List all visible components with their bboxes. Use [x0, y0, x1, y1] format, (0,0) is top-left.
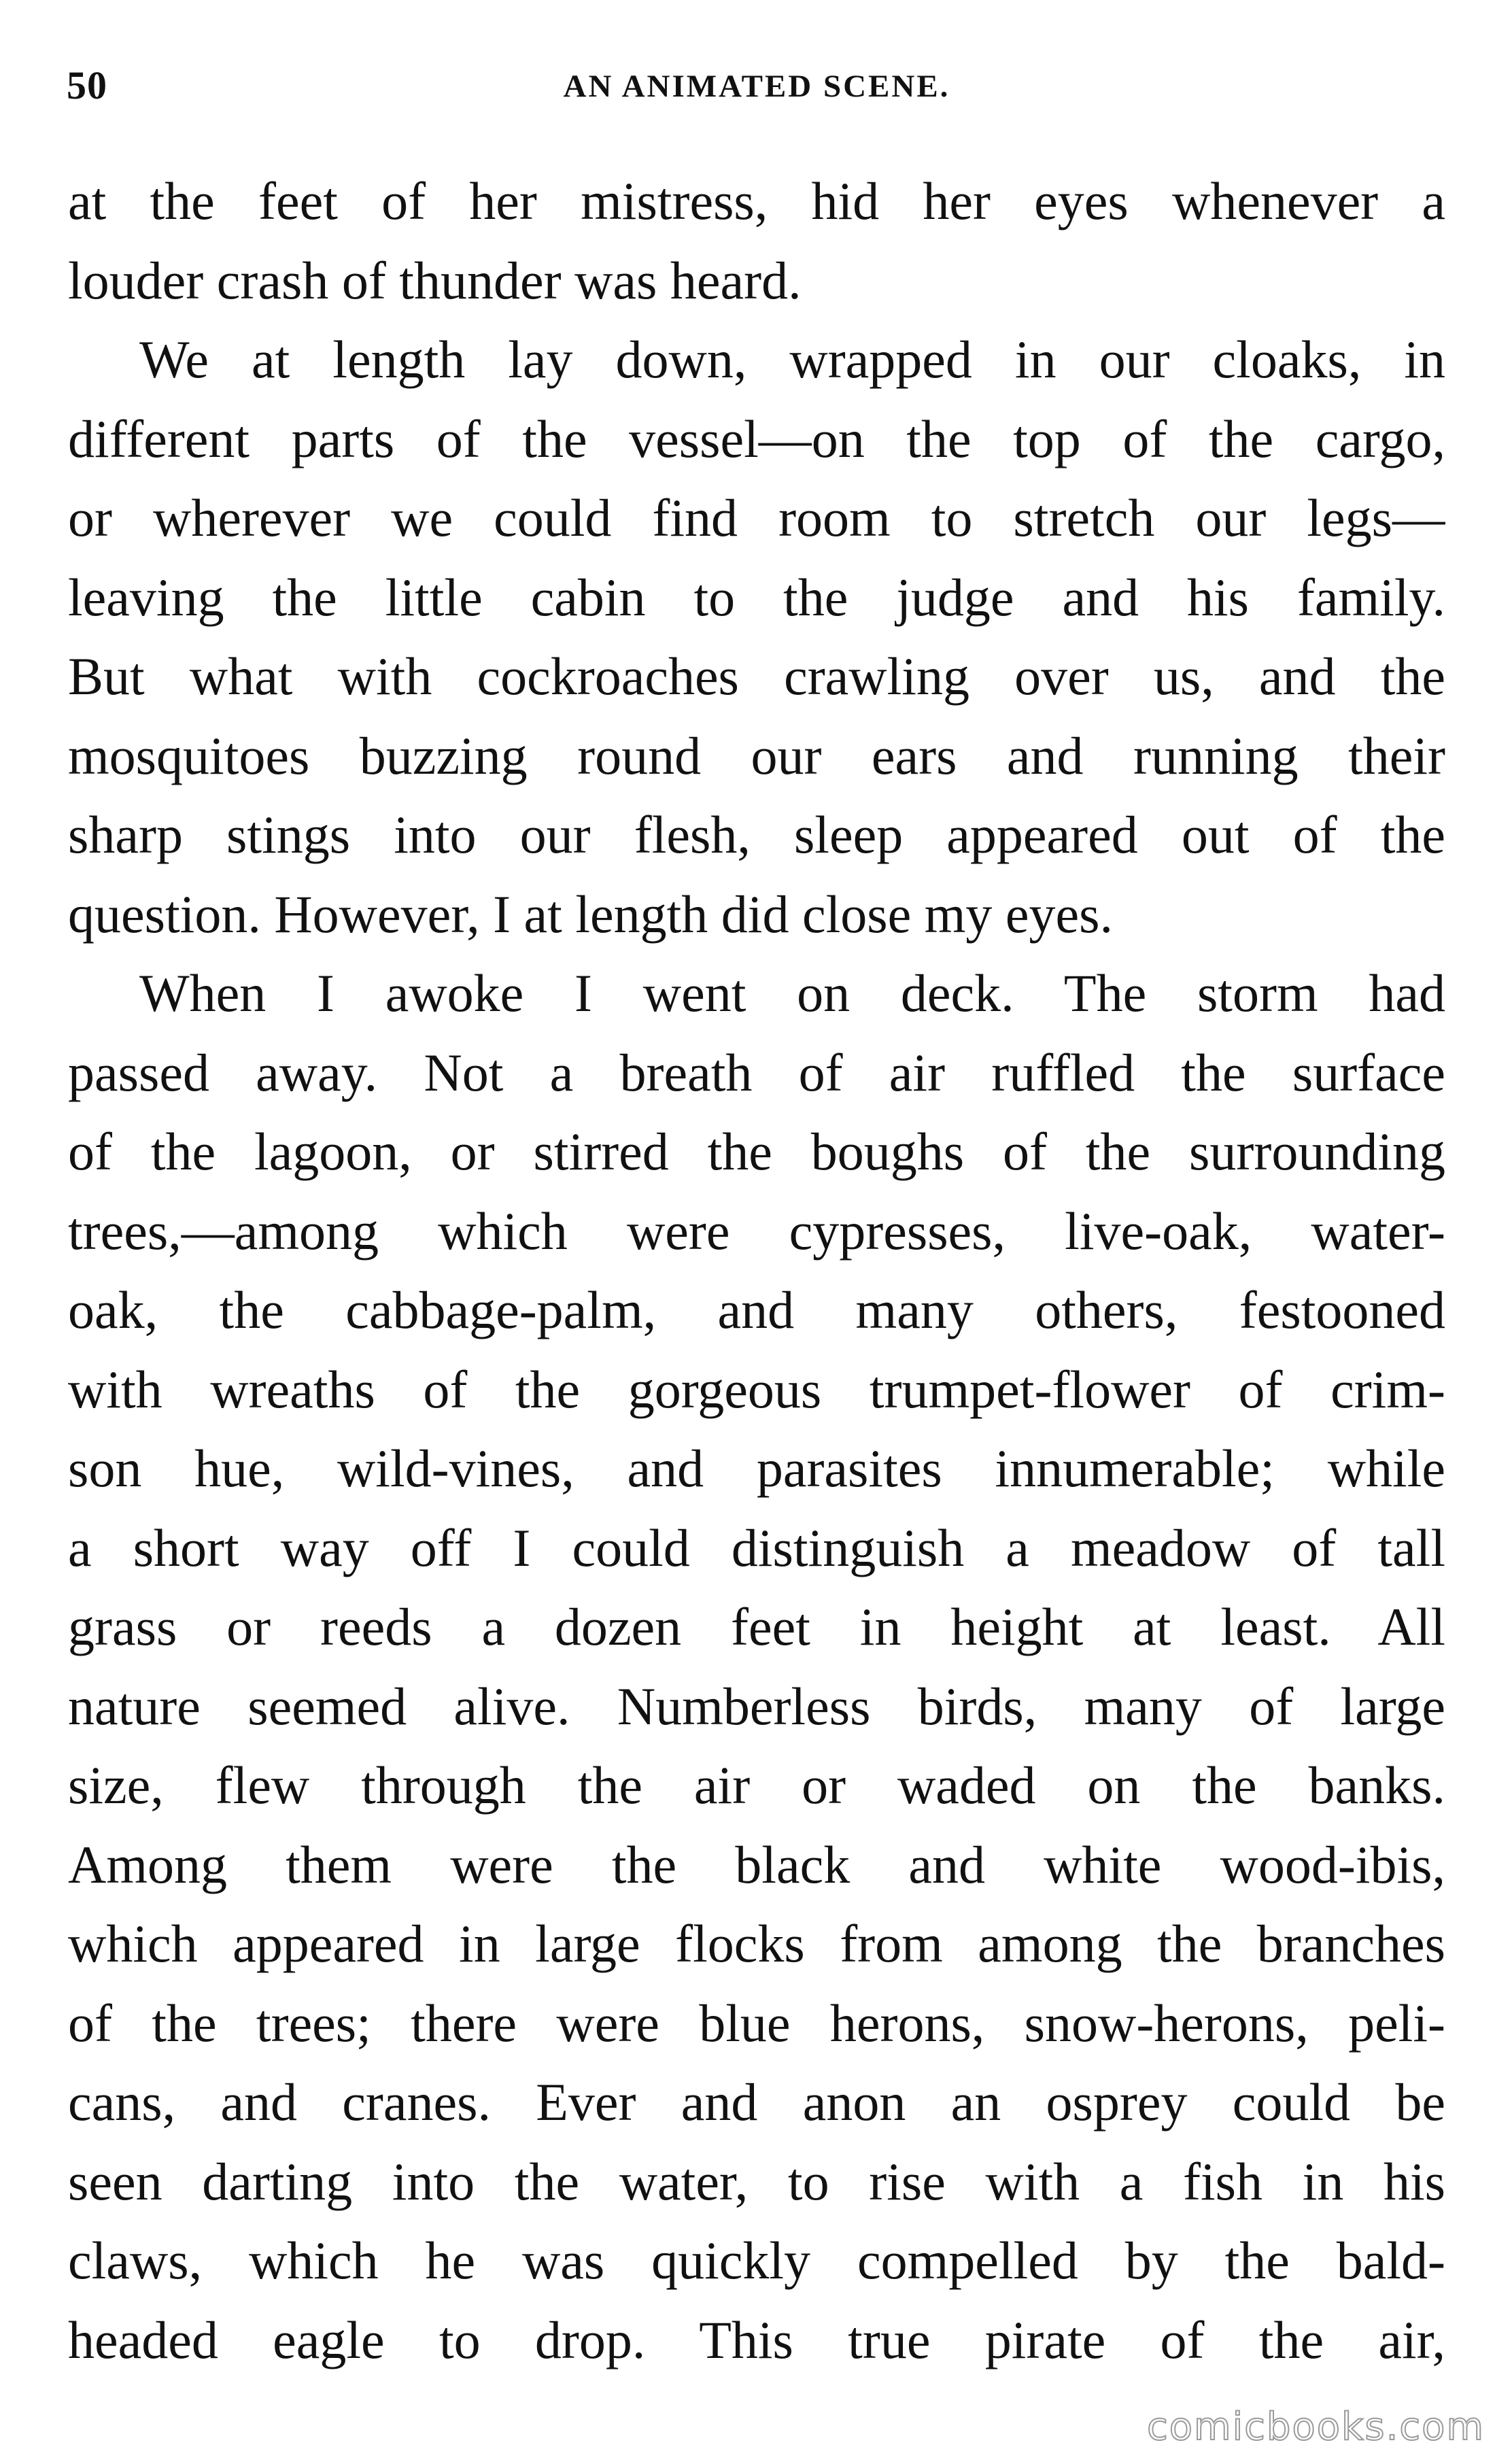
text-line: But what with cockroaches crawling over us, and the [68, 647, 1445, 706]
text-line: different parts of the vessel—on the top of the cargo, [68, 409, 1445, 468]
text-line: leaving the little cabin to the judge and his family. [68, 567, 1445, 627]
text-line: mosquitoes buzzing round our ears and running their [68, 725, 1445, 785]
text-line: question. However, I at length did close my eyes. [68, 884, 1113, 944]
text-line: at the feet of her mistress, hid her eyes whenever a [68, 171, 1445, 230]
text-line: a short way off I could distinguish a meadow of tall [68, 1518, 1445, 1577]
paragraph [68, 162, 1445, 320]
text-line: nature seemed alive. Numberless birds, many of large [68, 1676, 1445, 1736]
text-line: headed eagle to drop. This true pirate of the air, [68, 2310, 1445, 2369]
text-line: We at length lay down, wrapped in our cloaks, in [139, 330, 1445, 389]
paragraph [68, 954, 1445, 2380]
text-line: sharp stings into our flesh, sleep appeared out of the [68, 805, 1445, 864]
watermark: comicbooks.com [1146, 2405, 1485, 2449]
text-line: When I awoke I went on deck. The storm had [139, 963, 1445, 1023]
text-line: oak, the cabbage-palm, and many others, festooned [68, 1280, 1445, 1339]
paragraph [68, 320, 1445, 954]
body-text [68, 162, 1445, 2380]
text-line: or wherever we could find room to stretch our legs— [68, 488, 1445, 547]
text-line: of the trees; there were blue herons, snow-herons, peli- [68, 1993, 1445, 2053]
text-line: cans, and cranes. Ever and anon an osprey could be [68, 2072, 1445, 2132]
text-line: seen darting into the water, to rise with a fish in his [68, 2151, 1445, 2211]
running-head [67, 63, 1447, 124]
text-line: which appeared in large flocks from among the branches [68, 1914, 1445, 1973]
text-line: trees,—among which were cypresses, live-oak, water- [68, 1201, 1445, 1261]
text-line: with wreaths of the gorgeous trumpet-flower of crim- [68, 1359, 1445, 1419]
text-line: of the lagoon, or stirred the boughs of the surrounding [68, 1122, 1445, 1181]
text-line: passed away. Not a breath of air ruffled the surface [68, 1042, 1445, 1102]
text-line: grass or reeds a dozen feet in height at least. All [68, 1597, 1445, 1656]
page-number: 50 [67, 63, 107, 107]
chapter-heading: AN ANIMATED SCENE. [563, 69, 950, 104]
text-line: Among them were the black and white wood-ibis, [68, 1834, 1445, 1894]
text-line: louder crash of thunder was heard. [68, 250, 802, 310]
text-line: son hue, wild-vines, and parasites innumerable; while [68, 1439, 1445, 1498]
text-line: size, flew through the air or waded on the banks. [68, 1756, 1445, 1815]
text-line: claws, which he was quickly compelled by the bald- [68, 2231, 1445, 2290]
